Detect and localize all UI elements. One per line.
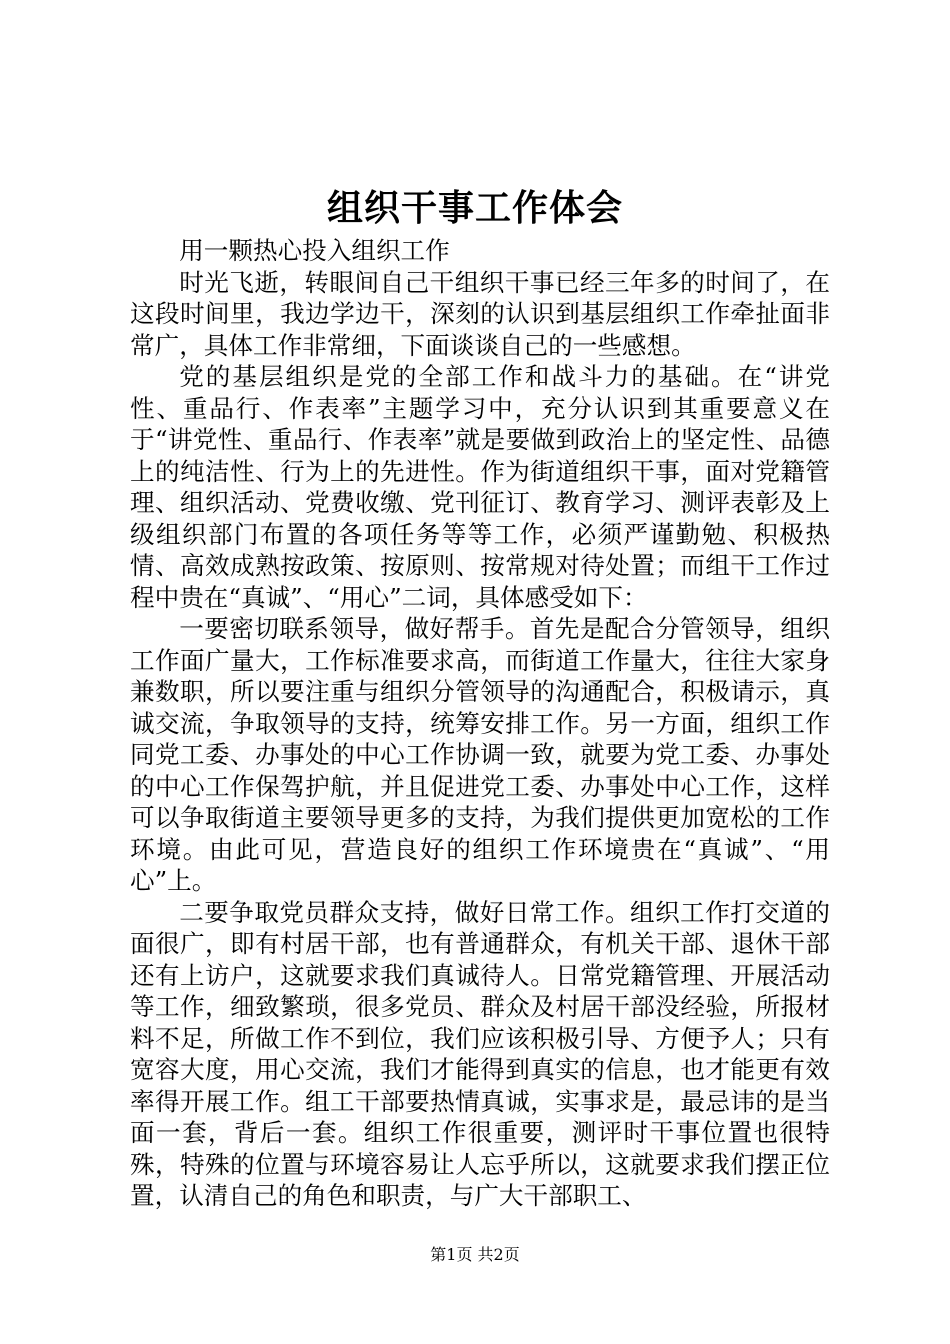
- paragraph: 党的基层组织是党的全部工作和战斗力的基础。在“讲党性、重品行、作表率”主题学习中，充分认识到其重要意义在于“讲党性、重品行、作表率”就是要做到政治上的坚定性、品德上的纯洁性、行为上的先进性。作为街道组织干事，面对党籍管理、组织活动、党费收缴、党刊征订、教育学习、测评表彰及上级组织部门布置的各项任务等等工作，必须严谨勤勉、积极热情、高效成熟按政策、按原则、按常规对待处置；而组干工作过程中贵在“真诚”、“用心”二词，具体感受如下：: [130, 362, 830, 612]
- document-title: 组织干事工作体会: [326, 187, 623, 229]
- page-number-footer: 第1页 共2页: [430, 1245, 520, 1264]
- document-body: [130, 235, 830, 1212]
- paragraph: 二要争取党员群众支持，做好日常工作。组织工作打交道的面很广，即有村居干部，也有普通群众，有机关干部、退休干部还有上访户，这就要求我们真诚待人。日常党籍管理、开展活动等工作，细致繁琐，很多党员、群众及村居干部没经验，所报材料不足，所做工作不到位，我们应该积极引导、方便予人；只有宽容大度，用心交流，我们才能得到真实的信息，也才能更有效率得开展工作。组工干部要热情真诚，实事求是，最忌讳的是当面一套，背后一套。组织工作很重要，测评时干事位置也很特殊，特殊的位置与环境容易让人忘乎所以，这就要求我们摆正位置，认清自己的角色和职责，与广大干部职工、: [130, 897, 830, 1210]
- paragraph-subtitle: 用一颗热心投入组织工作: [179, 236, 450, 265]
- paragraph: 一要密切联系领导，做好帮手。首先是配合分管领导，组织工作面广量大，工作标准要求高，而街道工作量大，往往大家身兼数职，所以要注重与组织分管领导的沟通配合，积极请示，真诚交流，争取领导的支持，统筹安排工作。另一方面，组织工作同党工委、办事处的中心工作协调一致，就要为党工委、办事处的中心工作保驾护航，并且促进党工委、办事处中心工作，这样可以争取街道主要领导更多的支持，为我们提供更加宽松的工作环境。由此可见，营造良好的组织工作环境贵在“真诚”、“用心”上。: [130, 614, 830, 895]
- paragraph: 时光飞逝，转眼间自己干组织干事已经三年多的时间了，在这段时间里，我边学边干，深刻的认识到基层组织工作牵扯面非常广，具体工作非常细，下面谈谈自己的一些感想。: [130, 267, 830, 360]
